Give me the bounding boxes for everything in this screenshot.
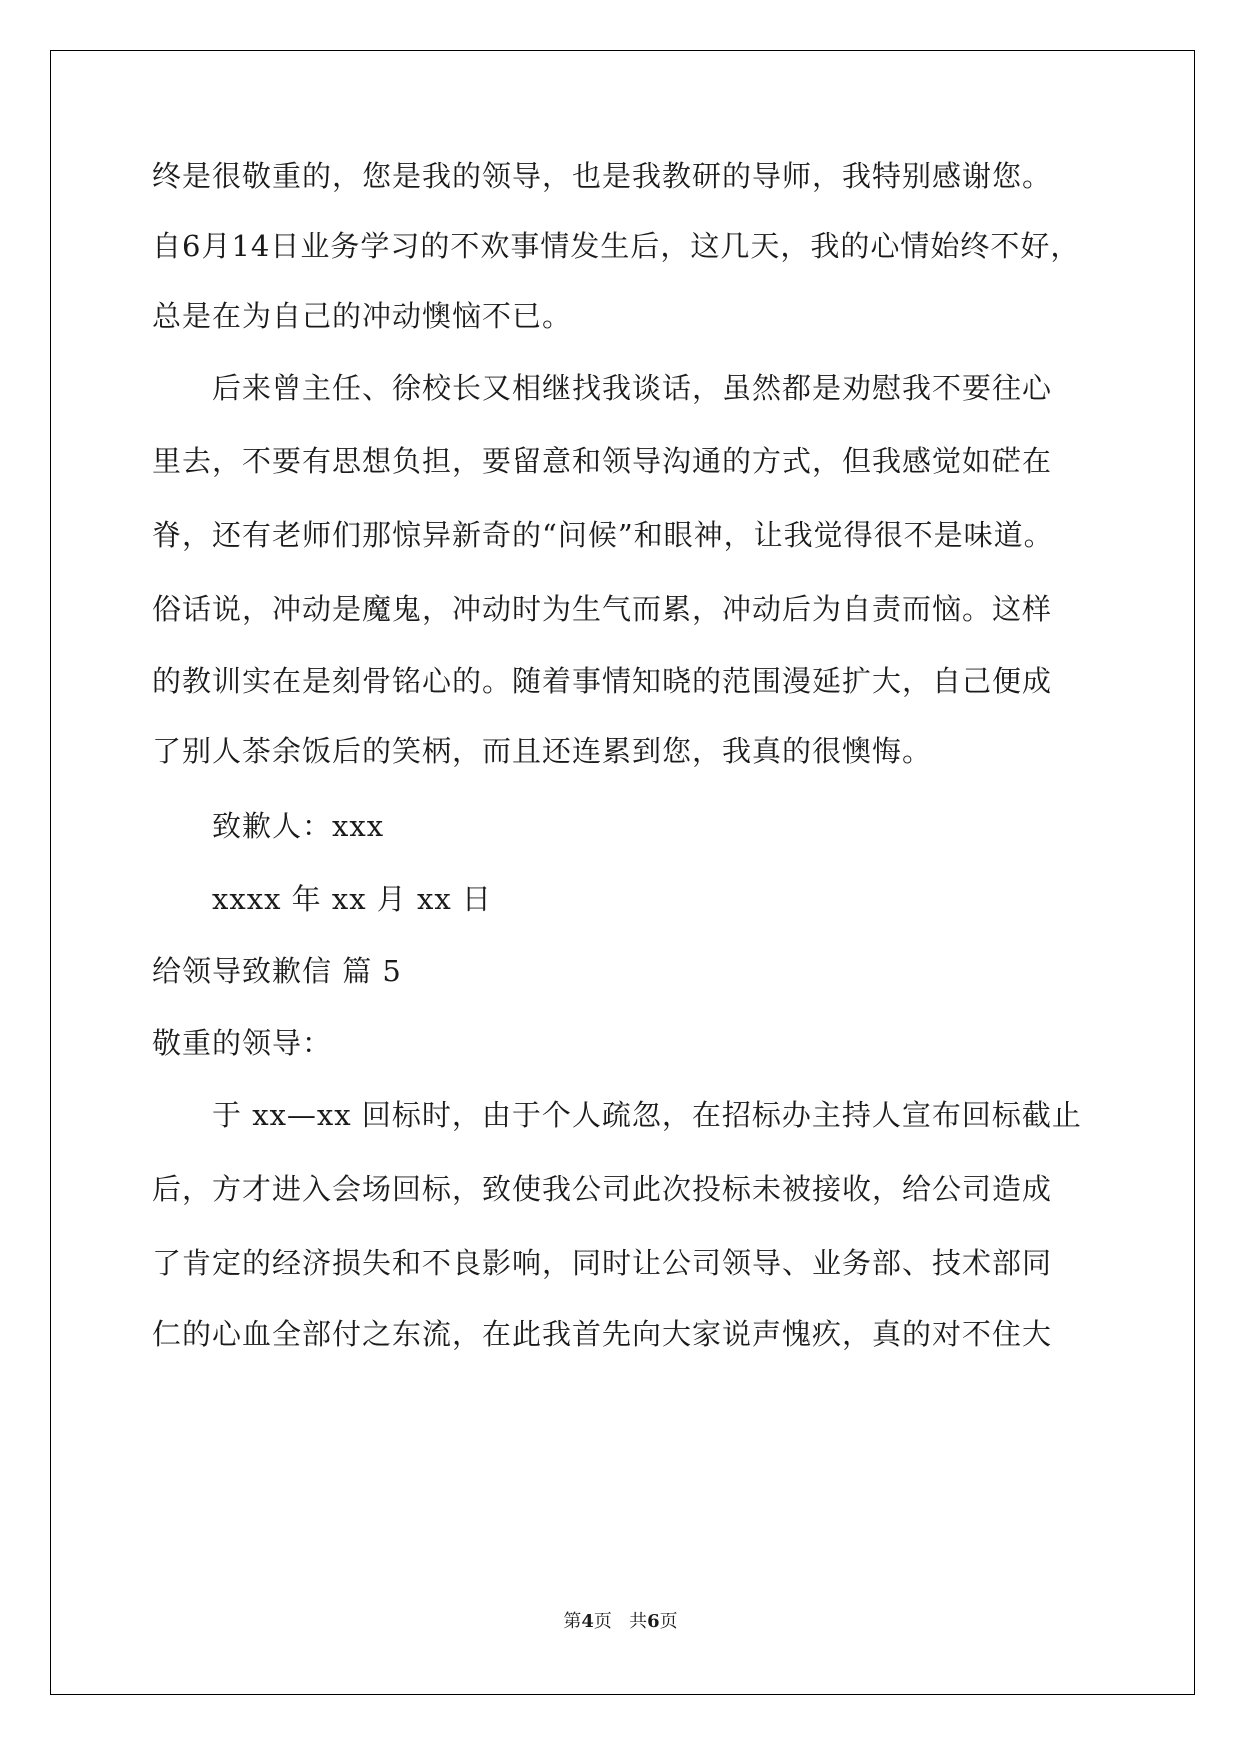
date-line: xxxx 年 xx 月 xx 日 <box>212 882 492 916</box>
footer-mid: 页 共 <box>593 1611 648 1632</box>
text-line-2: 自6月14日业务学习的不欢事情发生后，这几天，我的心情始终不好， <box>152 229 1081 263</box>
text-line-8: 的教训实在是刻骨铭心的。随着事情知晓的范围漫延扩大，自己便成 <box>152 664 1053 698</box>
text-line-7: 俗话说，冲动是魔鬼，冲动时为生气而累，冲动后为自责而恼。这样 <box>152 592 1053 626</box>
signature-line: 致歉人：xxx <box>212 809 385 843</box>
text-line-1: 终是很敬重的，您是我的领导，也是我教研的导师，我特别感谢您。 <box>152 159 1053 193</box>
current-page-number: 4 <box>581 1611 594 1632</box>
text-line-14: 于 xx—xx 回标时，由于个人疏忽，在招标办主持人宣布回标截止 <box>212 1098 1082 1132</box>
section-heading: 给领导致歉信 篇 5 <box>152 954 402 988</box>
footer-prefix: 第 <box>563 1611 582 1632</box>
text-line-17: 仁的心血全部付之东流，在此我首先向大家说声愧疚，真的对不住大 <box>152 1317 1053 1351</box>
text-line-3: 总是在为自己的冲动懊恼不已。 <box>152 299 573 333</box>
footer-suffix: 页 <box>659 1611 678 1632</box>
text-line-5: 里去，不要有思想负担，要留意和领导沟通的方式，但我感觉如硭在 <box>152 444 1053 478</box>
page-border <box>50 50 1195 1695</box>
text-line-15: 后，方才进入会场回标，致使我公司此次投标未被接收，给公司造成 <box>152 1172 1053 1206</box>
text-line-6: 脊，还有老师们那惊异新奇的“问候”和眼神，让我觉得很不是味道。 <box>152 518 1054 552</box>
text-line-16: 了肯定的经济损失和不良影响，同时让公司领导、业务部、技术部同 <box>152 1246 1053 1280</box>
total-page-number: 6 <box>647 1611 660 1632</box>
page-footer <box>0 1611 1241 1633</box>
text-line-9: 了别人茶余饭后的笑柄，而且还连累到您，我真的很懊悔。 <box>152 734 933 768</box>
text-line-4: 后来曾主任、徐校长又相继找我谈话，虽然都是劝慰我不要往心 <box>212 371 1053 405</box>
salutation-line: 敬重的领导： <box>152 1026 333 1060</box>
